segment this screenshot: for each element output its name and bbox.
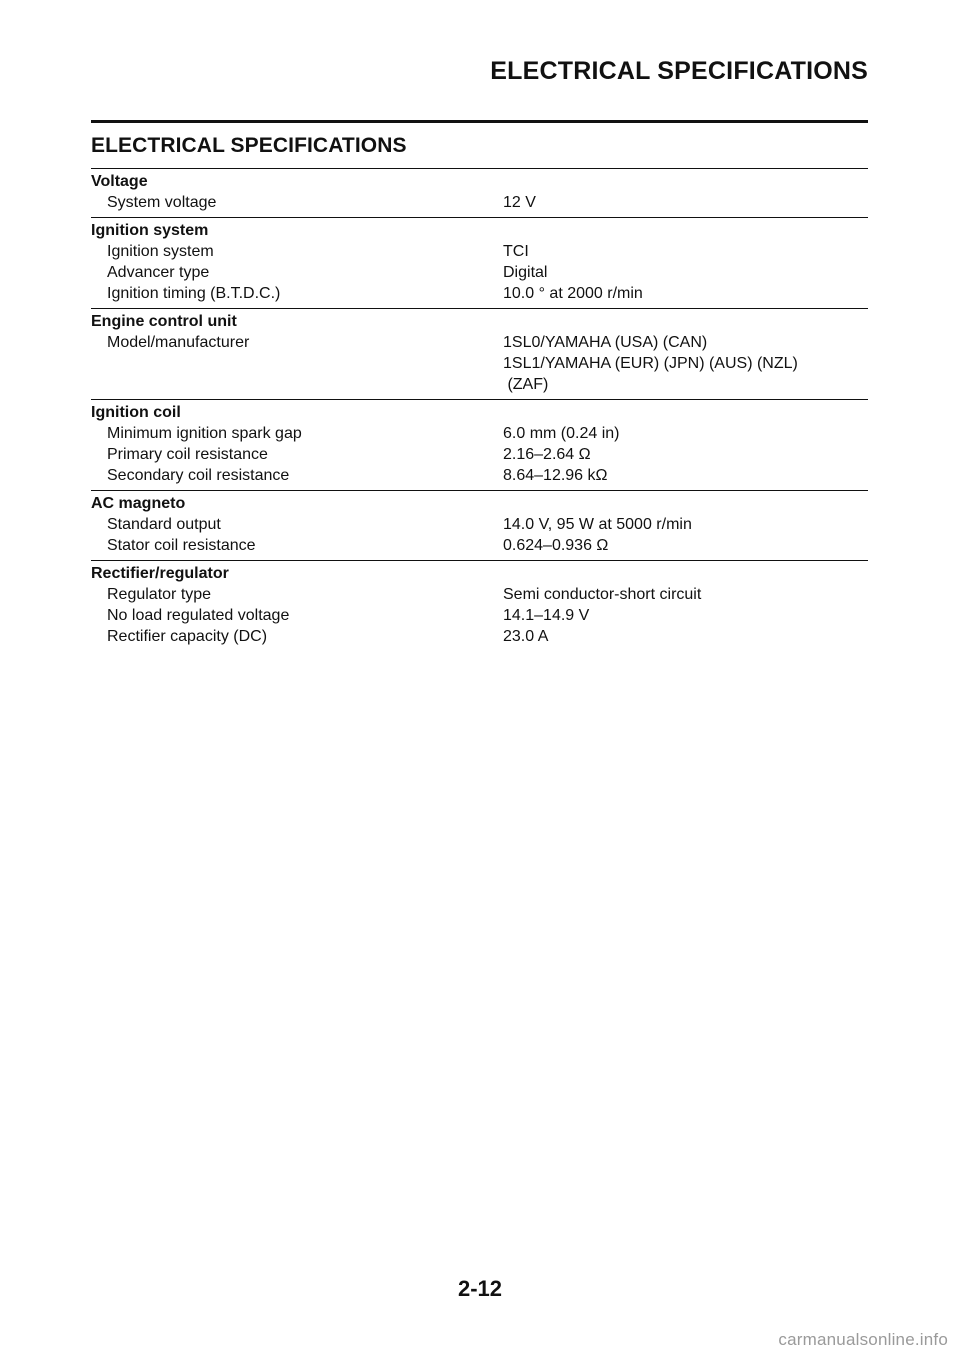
spec-label: Secondary coil resistance [107, 467, 290, 484]
spec-group-ignition-coil [91, 399, 868, 490]
spec-row [91, 423, 868, 444]
spec-row [91, 332, 868, 395]
spec-row [91, 283, 868, 304]
spec-value-line: 0.624–0.936 Ω [503, 537, 609, 554]
spec-row [91, 444, 868, 465]
spec-group-voltage [91, 168, 868, 217]
group-title: Ignition coil [91, 404, 181, 421]
spec-value-line: Digital [503, 264, 548, 281]
spec-label: Regulator type [107, 586, 212, 603]
spec-value [503, 444, 868, 465]
spec-row [91, 262, 868, 283]
spec-label: Model/manufacturer [107, 334, 250, 351]
spec-value [503, 283, 868, 304]
spec-value [503, 423, 868, 444]
spec-label: System voltage [107, 194, 217, 211]
spec-value [503, 605, 868, 626]
spec-value [503, 262, 868, 283]
spec-group-ignition-system [91, 217, 868, 308]
spec-row [91, 535, 868, 556]
page-number: 2-12 [457, 1276, 503, 1301]
spec-value [503, 626, 868, 647]
spec-value-line: (ZAF) [503, 376, 549, 393]
spec-row [91, 465, 868, 486]
spec-value-line: TCI [503, 243, 529, 260]
spec-group-ac-magneto [91, 490, 868, 560]
spec-value [503, 514, 868, 535]
spec-value-line: 12 V [503, 194, 536, 211]
section-title: ELECTRICAL SPECIFICATIONS [91, 134, 407, 157]
spec-group-engine-control-unit [91, 308, 868, 399]
spec-value-line: 23.0 A [503, 628, 549, 645]
spec-label: Minimum ignition spark gap [107, 425, 302, 442]
spec-value-line: 2.16–2.64 Ω [503, 446, 591, 463]
spec-table [91, 168, 868, 651]
spec-label: Primary coil resistance [107, 446, 268, 463]
watermark: carmanualsonline.info [778, 1330, 948, 1349]
spec-value [503, 192, 868, 213]
spec-label: Stator coil resistance [107, 537, 256, 554]
spec-value-line: 8.64–12.96 kΩ [503, 467, 608, 484]
spec-label: Advancer type [107, 264, 210, 281]
spec-row [91, 241, 868, 262]
spec-value [503, 241, 868, 262]
spec-value-line: Semi conductor-short circuit [503, 586, 702, 603]
spec-value [503, 332, 868, 395]
spec-group-rectifier-regulator [91, 560, 868, 651]
group-title: Rectifier/regulator [91, 565, 229, 582]
spec-value-line: 14.1–14.9 V [503, 607, 590, 624]
spec-label: Ignition system [107, 243, 214, 260]
spec-value [503, 584, 868, 605]
spec-label: Standard output [107, 516, 221, 533]
spec-value-line: 10.0 ° at 2000 r/min [503, 285, 643, 302]
spec-row [91, 626, 868, 647]
spec-value [503, 535, 868, 556]
spec-row [91, 605, 868, 626]
spec-value-line: 6.0 mm (0.24 in) [503, 425, 620, 442]
spec-value-line: 1SL1/YAMAHA (EUR) (JPN) (AUS) (NZL) [503, 355, 798, 372]
spec-value-line: 14.0 V, 95 W at 5000 r/min [503, 516, 692, 533]
group-title: Engine control unit [91, 313, 237, 330]
spec-label: Rectifier capacity (DC) [107, 628, 268, 645]
group-title: Ignition system [91, 222, 209, 239]
group-title: Voltage [91, 173, 148, 190]
spec-label: No load regulated voltage [107, 607, 290, 624]
header-rule [91, 120, 868, 123]
spec-value-line: 1SL0/YAMAHA (USA) (CAN) [503, 334, 708, 351]
spec-label: Ignition timing (B.T.D.C.) [107, 285, 281, 302]
group-title: AC magneto [91, 495, 186, 512]
spec-row [91, 584, 868, 605]
page-header-title: ELECTRICAL SPECIFICATIONS [490, 57, 868, 85]
spec-row [91, 514, 868, 535]
spec-row [91, 192, 868, 213]
spec-value [503, 465, 868, 486]
